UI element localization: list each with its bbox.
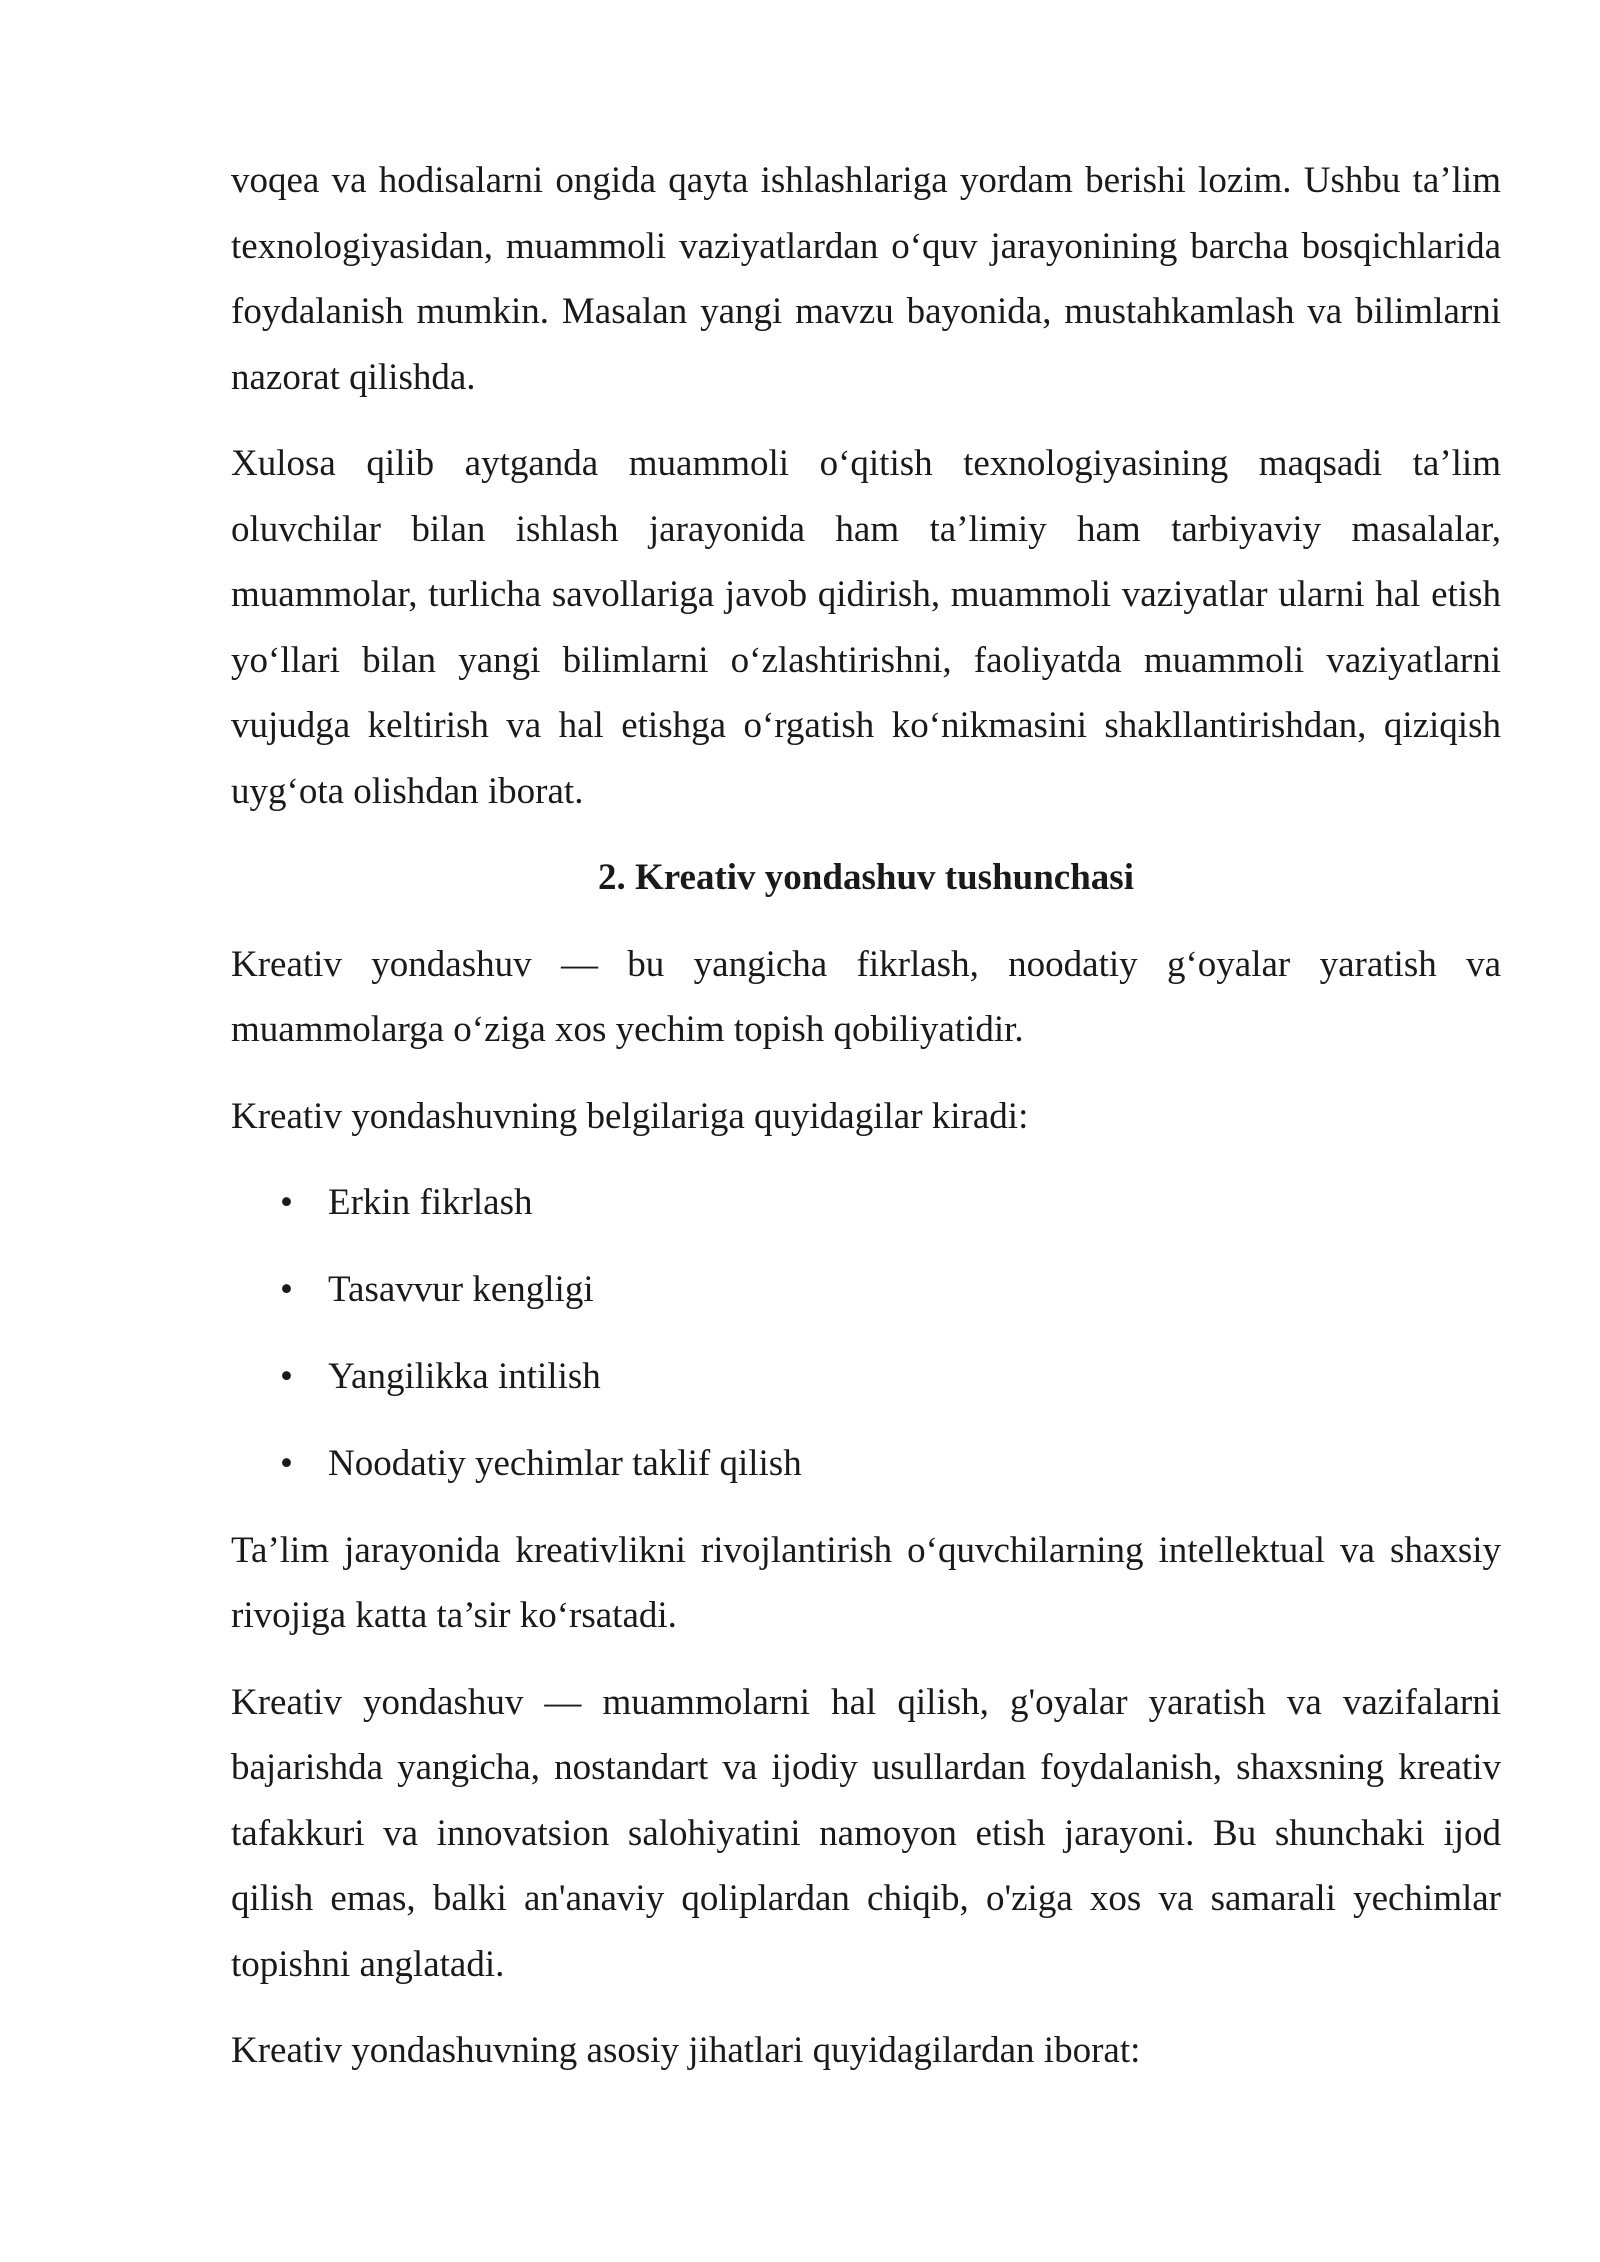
paragraph: Kreativ yondashuvning belgilariga quyidagilar kiradi: [231,1095,1029,1137]
paragraph: Kreativ yondashuvning asosiy jihatlari quyidagilardan iborat: [231,2030,1141,2072]
paragraph: voqea va hodisalarni ongida qayta ishlashlariga yordam berishi lozim. Ushbu ta’lim texnologiyasidan, muammoli vaziyatlardan o‘quv jarayonining barcha bosqichlarida foydalanish mumkin. Masalan yangi mavzu bayonida, mustahkamlash va bilimlarni nazorat qilishda. [231,160,1501,398]
list-item [231,1344,1501,1410]
list-item [231,1257,1501,1323]
list-item-text: Erkin fikrlash [328,1182,533,1223]
paragraph: Kreativ yondashuv — muammolarni hal qilish, g'oyalar yaratish va vazifalarni bajarishda yangicha, nostandart va ijodiy usullardan foydalanish, shaxsning kreativ tafakkuri va innovatsion salohiyatini namoyon etish jarayoni. Bu shunchaki ijod qilish emas, balki an'anaviy qoliplardan chiqib, o'ziga xos va samarali yechimlar topishni anglatadi. [231,1681,1501,1985]
bullet-icon: • [280,1269,293,1311]
bullet-icon: • [280,1443,293,1485]
bullet-icon: • [280,1182,293,1223]
document-body [231,148,1501,2105]
paragraph: Xulosa qilib aytganda muammoli o‘qitish texnologiyasining maqsadi ta’lim oluvchilar bilan ishlash jarayonida ham ta’limiy ham tarbiyaviy masalalar, muammolar, turlicha savollariga javob qidirish, muammoli vaziyatlar ularni hal etish yo‘llari bilan yangi bilimlarni o‘zlashtirishni, faoliyatda muammoli vaziyatlarni vujudga keltirish va hal etishga o‘rgatish ko‘nikmasini shakllantirishdan, qiziqish uyg‘ota olishdan iborat. [231,443,1501,812]
list-item [231,1170,1501,1236]
section-heading: 2. Kreativ yondashuv tushunchasi [598,857,1134,898]
list-item-text: Yangilikka intilish [328,1356,601,1398]
bullet-icon: • [280,1356,293,1398]
paragraph: Kreativ yondashuv — bu yangicha fikrlash, noodatiy g‘oyalar yaratish va muammolarga o‘ziga xos yechim topish qobiliyatidir. [231,943,1501,1050]
paragraph: Ta’lim jarayonida kreativlikni rivojlantirish o‘quvchilarning intellektual va shaxsiy rivojiga katta ta’sir ko‘rsatadi. [231,1529,1501,1637]
list-item-text: Noodatiy yechimlar taklif qilish [328,1443,802,1485]
list-item-text: Tasavvur kengligi [328,1269,594,1311]
list-item [231,1431,1501,1497]
bullet-list [231,1170,1501,1497]
